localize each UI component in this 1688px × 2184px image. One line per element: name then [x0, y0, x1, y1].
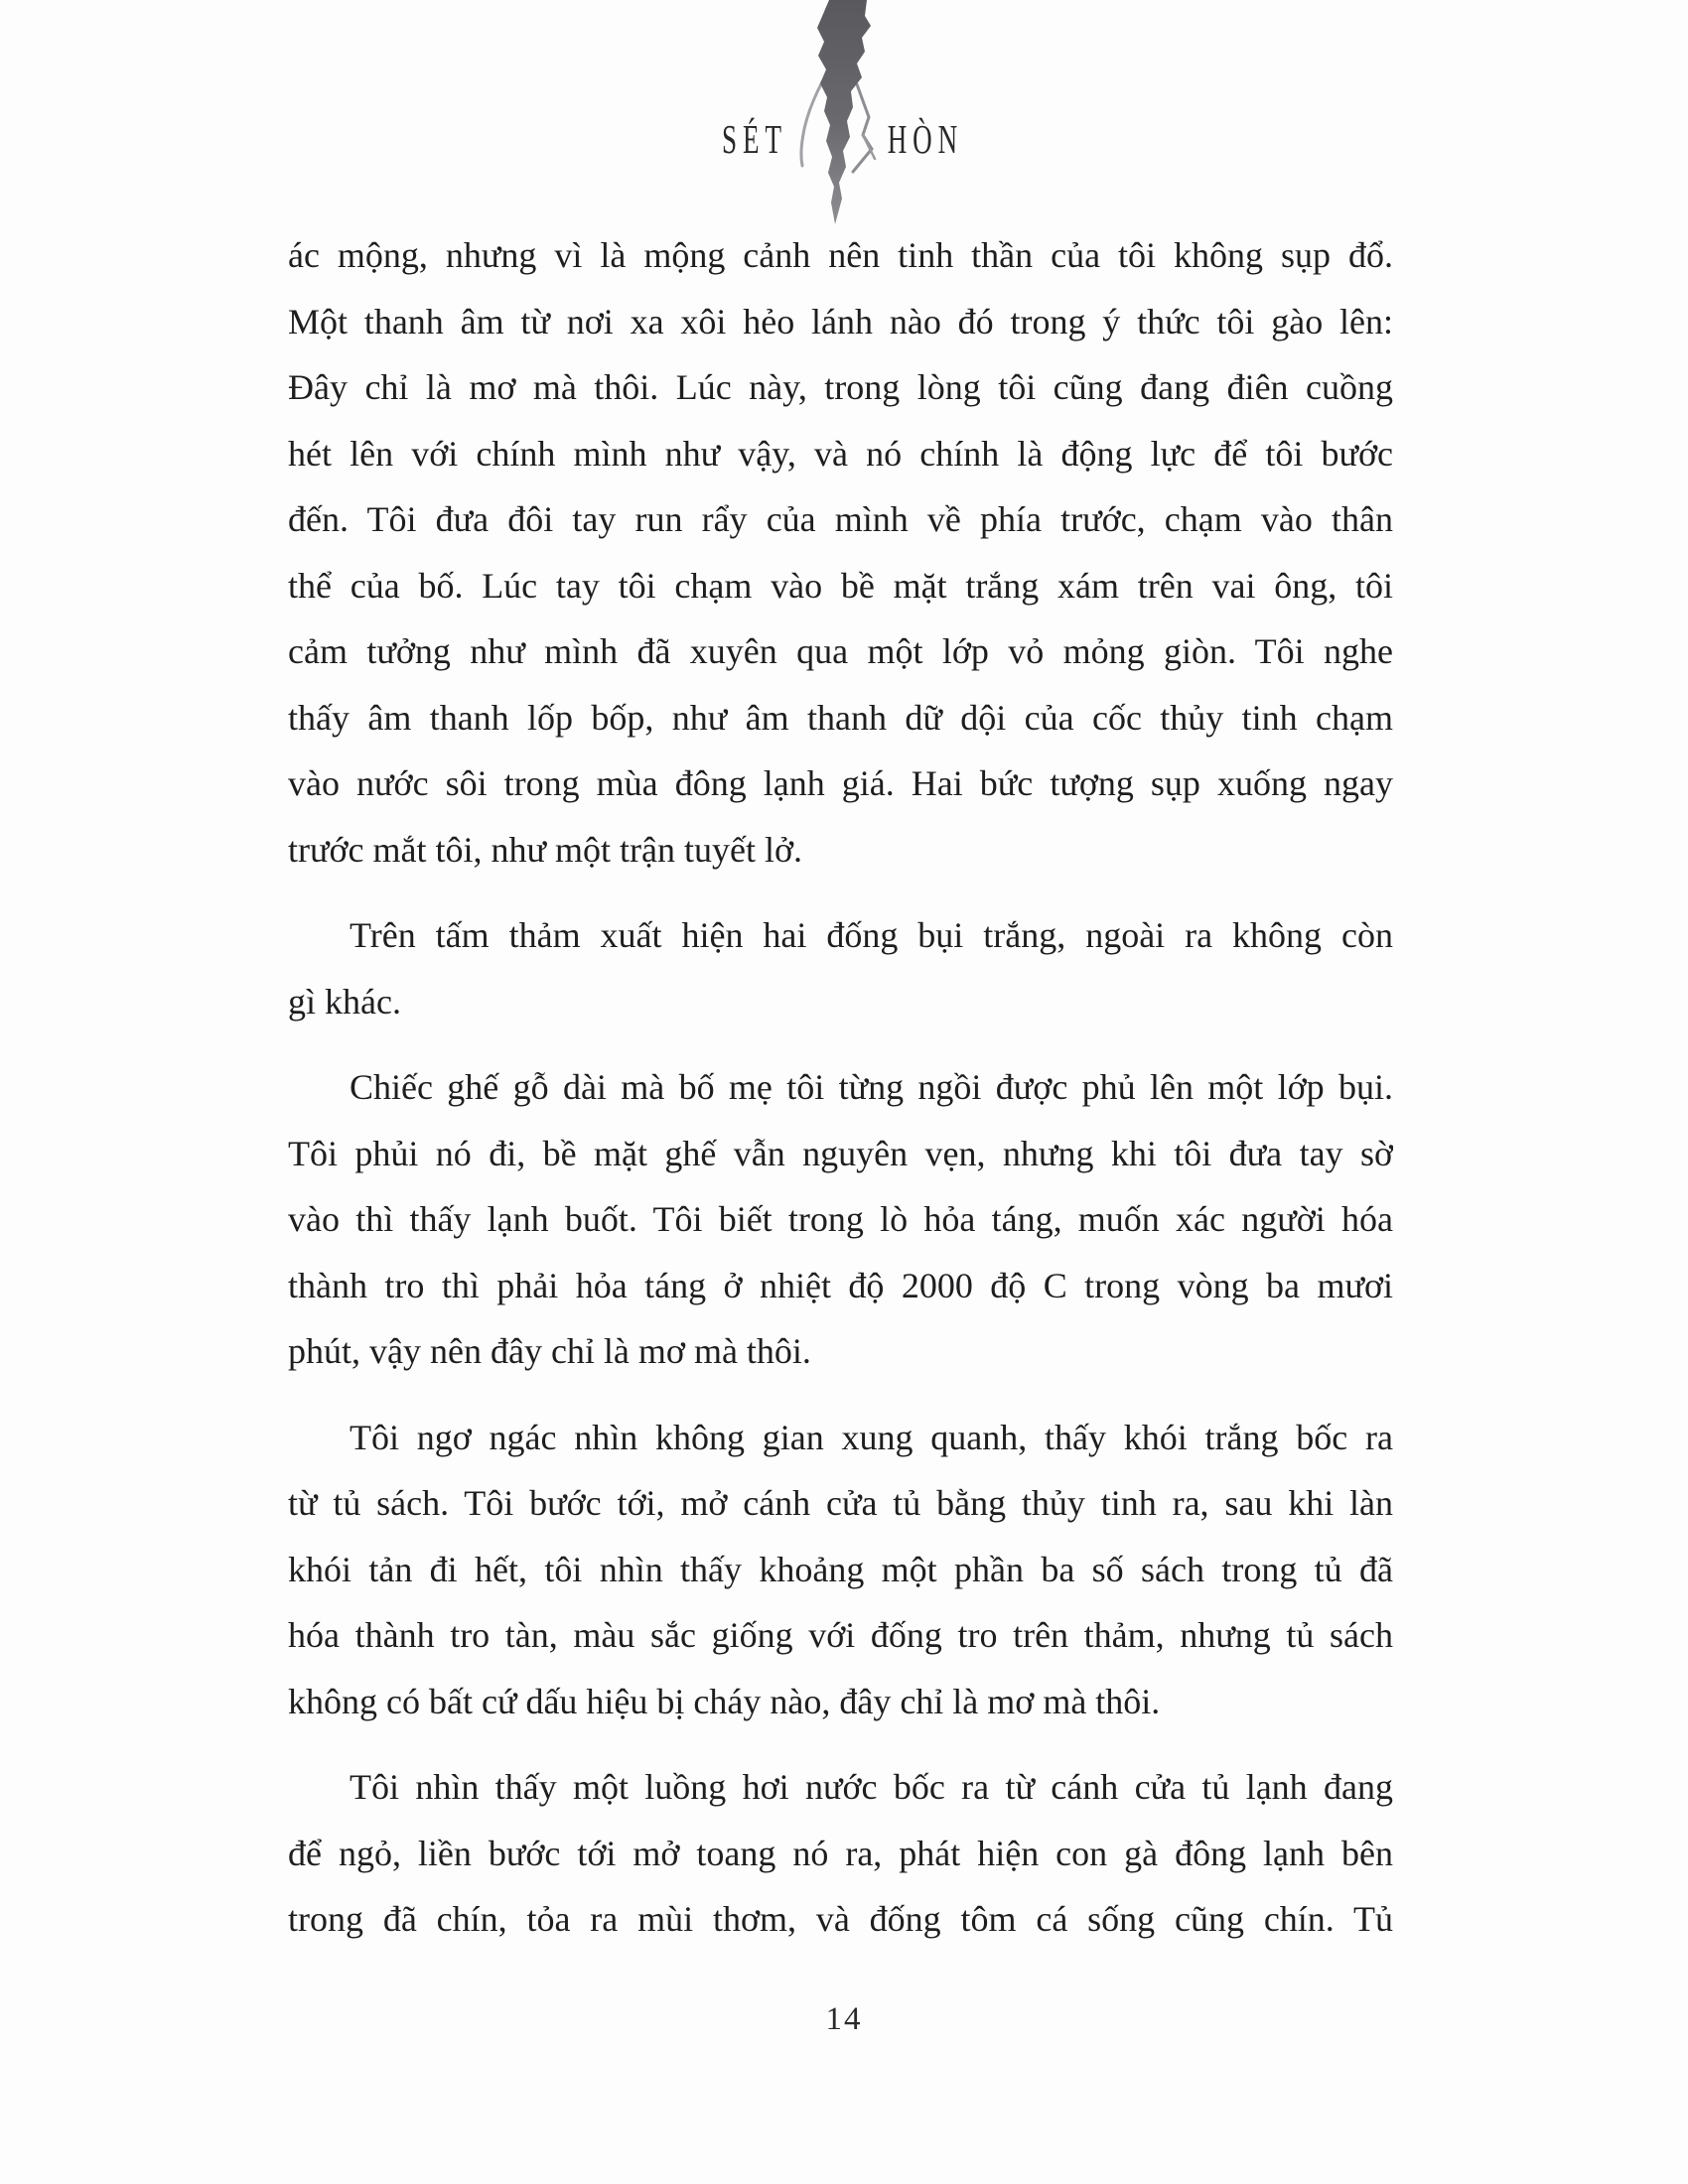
text-line: thấy âm thanh lốp bốp, như âm thanh dữ dội của cốc thủy tinh chạm	[288, 697, 1393, 738]
paragraph	[288, 902, 1393, 1034]
text-line: vào thì thấy lạnh buốt. Tôi biết trong lò hỏa táng, muốn xác người hóa	[288, 1199, 1393, 1239]
bolt-right-branch	[853, 84, 872, 172]
text-line: Tôi phủi nó đi, bề mặt ghế vẫn nguyên vẹn, nhưng khi tôi đưa tay sờ	[288, 1133, 1393, 1173]
title-word-hon: HÒN	[887, 116, 964, 162]
lightning-bolt-icon	[779, 0, 918, 230]
text-line: vào nước sôi trong mùa đông lạnh giá. Hai bức tượng sụp xuống ngay	[288, 763, 1393, 803]
text-line: trong đã chín, tỏa ra mùi thơm, và đống tôm cá sống cũng chín. Tủ	[288, 1899, 1393, 1939]
text-line: thành tro thì phải hỏa táng ở nhiệt độ 2000 độ C trong vòng ba mươi	[288, 1265, 1393, 1305]
text-line: Chiếc ghế gỗ dài mà bố mẹ tôi từng ngồi được phủ lên một lớp bụi.	[350, 1067, 1393, 1107]
paragraph	[288, 222, 1393, 883]
title-word-set: SÉT	[722, 116, 788, 162]
text-line: Một thanh âm từ nơi xa xôi hẻo lánh nào đó trong ý thức tôi gào lên:	[288, 301, 1393, 341]
text-line: trước mắt tôi, như một trận tuyết lở.	[288, 829, 803, 870]
text-line: hét lên với chính mình như vậy, và nó chính là động lực để tôi bước	[288, 433, 1393, 474]
text-line: khói tản đi hết, tôi nhìn thấy khoảng một phần ba số sách trong tủ đã	[288, 1549, 1393, 1589]
text-line: đến. Tôi đưa đôi tay run rẩy của mình về phía trước, chạm vào thân	[288, 499, 1393, 539]
page-number: 14	[825, 2001, 863, 2037]
text-line: không có bất cứ dấu hiệu bị cháy nào, đây chỉ là mơ mà thôi.	[288, 1681, 1161, 1721]
text-line: để ngỏ, liền bước tới mở toang nó ra, phát hiện con gà đông lạnh bên	[288, 1833, 1393, 1873]
text-line: hóa thành tro tàn, màu sắc giống với đống tro trên thảm, nhưng tủ sách	[288, 1615, 1393, 1655]
bolt-main	[817, 0, 871, 224]
paragraph	[288, 1405, 1393, 1735]
text-line: từ tủ sách. Tôi bước tới, mở cánh cửa tủ bằng thủy tinh ra, sau khi làn	[288, 1483, 1393, 1523]
text-line: gì khác.	[288, 981, 401, 1022]
text-line: phút, vậy nên đây chỉ là mơ mà thôi.	[288, 1331, 811, 1371]
text-line: cảm tưởng như mình đã xuyên qua một lớp vỏ mỏng giòn. Tôi nghe	[288, 631, 1393, 671]
paragraph	[288, 1754, 1393, 1953]
text-line: Đây chỉ là mơ mà thôi. Lúc này, trong lòng tôi cũng đang điên cuồng	[288, 367, 1393, 407]
text-line: ác mộng, nhưng vì là mộng cảnh nên tinh thần của tôi không sụp đổ.	[288, 235, 1393, 275]
text-line: Tôi ngơ ngác nhìn không gian xung quanh, thấy khói trắng bốc ra	[350, 1417, 1393, 1457]
text-line: Trên tấm thảm xuất hiện hai đống bụi trắng, ngoài ra không còn	[350, 915, 1393, 955]
text-line: thể của bố. Lúc tay tôi chạm vào bề mặt trắng xám trên vai ông, tôi	[288, 565, 1393, 606]
body-text	[288, 222, 1393, 1953]
text-line: Tôi nhìn thấy một luồng hơi nước bốc ra từ cánh cửa tủ lạnh đang	[350, 1767, 1393, 1807]
paragraph	[288, 1054, 1393, 1385]
